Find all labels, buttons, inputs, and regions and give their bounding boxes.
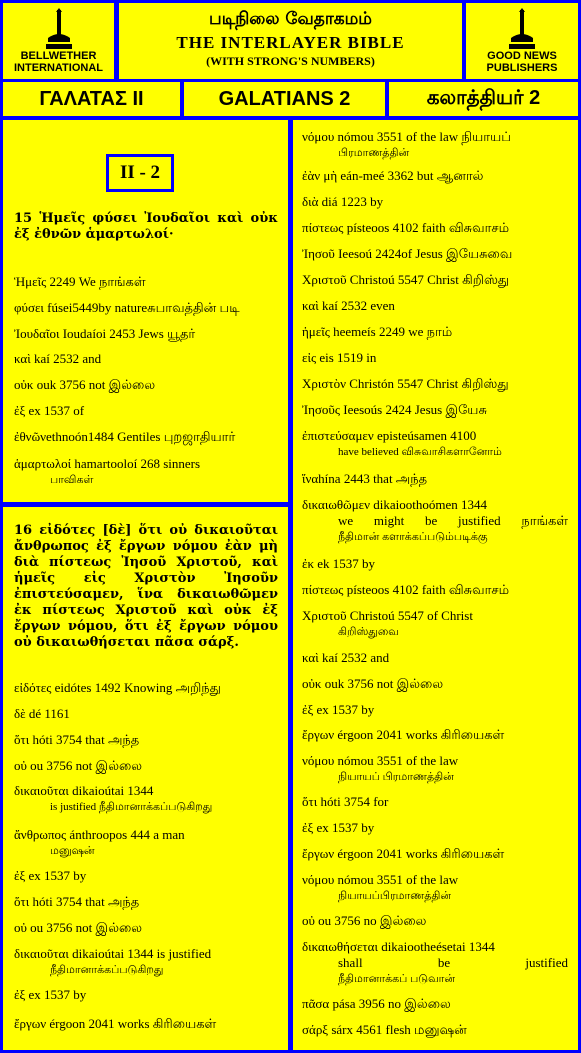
word-entry bbox=[14, 868, 278, 884]
subtitle: (WITH STRONG'S NUMBERS) bbox=[206, 54, 375, 68]
word-entry bbox=[302, 471, 568, 487]
word-line: καὶ kaí 2532 and bbox=[14, 351, 102, 366]
word-line: νόμου nómou 3551 of the law நியாயப் bbox=[302, 129, 511, 144]
word-entry bbox=[302, 428, 568, 460]
word-line: ἐξ ex 1537 by bbox=[302, 702, 375, 717]
word-line: ἔργων érgoon 2041 works கிரியைகள் bbox=[14, 1016, 217, 1031]
word-line: νόμου nómou 3551 of the law bbox=[302, 753, 459, 768]
word-entry bbox=[14, 326, 278, 342]
word-line: οὐ ou 3756 not இல்லை bbox=[14, 758, 143, 773]
word-entry bbox=[302, 794, 568, 810]
word-gloss: நீதிமானாக்கப் படுவான் bbox=[338, 973, 456, 985]
book-tamil: கலாத்தியர் 2 bbox=[389, 82, 578, 116]
word-line: σάρξ sárx 4561 flesh மனுஷன் bbox=[302, 1022, 467, 1037]
word-entry bbox=[14, 732, 278, 748]
word-entry bbox=[302, 608, 568, 640]
word-entry bbox=[302, 846, 568, 862]
word-entry bbox=[302, 650, 568, 666]
word-line: ἐξ ex 1537 by bbox=[14, 987, 87, 1002]
word-entry bbox=[302, 939, 568, 987]
word-line: ὅτι hóti 3754 that அந்த bbox=[14, 732, 140, 747]
word-line: Χριστὸν Christón 5547 Christ கிறிஸ்து bbox=[302, 376, 509, 391]
word-entry bbox=[302, 220, 568, 236]
word-line: Ἰησοῦ Ieesoú 2424of Jesus இயேசுவை bbox=[302, 246, 513, 261]
word-entry bbox=[14, 456, 278, 488]
word-line: πίστεως písteoos 4102 faith விசுவாசம் bbox=[302, 220, 510, 235]
word-gloss: பிரமாணத்தின் bbox=[338, 147, 410, 159]
word-line: καὶ kaí 2532 even bbox=[302, 298, 395, 313]
word-gloss: we might be justified நாங்கள் bbox=[338, 513, 568, 528]
word-line: ἐξ ex 1537 by bbox=[14, 868, 87, 883]
word-line: Ἡμεῖς 2249 We நாங்கள் bbox=[14, 274, 146, 289]
word-entry bbox=[14, 403, 278, 419]
word-gloss: நியாயப்பிரமாணத்தின் bbox=[338, 890, 452, 902]
word-line: ἁμαρτωλοί hamartooloí 268 sinners bbox=[14, 456, 201, 471]
word-line: δικαιωθήσεται dikaiootheésetai 1344 bbox=[302, 939, 495, 954]
monument-icon bbox=[44, 8, 74, 50]
word-entry bbox=[302, 727, 568, 743]
word-line: οὐκ ouk 3756 not இல்லை bbox=[14, 377, 156, 392]
bellwether-logo bbox=[3, 3, 114, 79]
word-line: ἡμεῖς heemeís 2249 we நாம் bbox=[302, 324, 453, 339]
word-line: διὰ diá 1223 by bbox=[302, 194, 384, 209]
word-entry bbox=[302, 582, 568, 598]
word-entry bbox=[14, 706, 278, 722]
word-line: ὅτι hóti 3754 for bbox=[302, 794, 389, 809]
word-entry bbox=[302, 324, 568, 340]
bellwether-logo-text: BELLWETHER INTERNATIONAL bbox=[13, 50, 103, 74]
word-line: δὲ dé 1161 bbox=[14, 706, 70, 721]
word-gloss: நியாயப் பிரமாணத்தின் bbox=[338, 771, 454, 783]
word-line: ἄνθρωπος ánthroopos 444 a man bbox=[14, 827, 185, 842]
word-line: φύσει fúsei5449by natureசுபாவத்தின் படி bbox=[14, 300, 240, 315]
word-line: εἰς eis 1519 in bbox=[302, 350, 377, 365]
word-entry bbox=[302, 1022, 568, 1038]
word-gloss: நீதிமானாக்கப்படுகிறது bbox=[50, 964, 164, 976]
word-line: ἐξ ex 1537 by bbox=[302, 820, 375, 835]
title-block bbox=[119, 3, 462, 79]
word-entry bbox=[14, 377, 278, 393]
word-line: Ἰησοῦς Ieesoús 2424 Jesus இயேசு bbox=[302, 402, 487, 417]
word-line: ἵναhína 2443 that அந்த bbox=[302, 471, 428, 486]
word-gloss: shall be justified bbox=[338, 955, 568, 970]
word-entry bbox=[14, 1016, 278, 1032]
word-entry bbox=[14, 920, 278, 936]
word-entry bbox=[302, 376, 568, 392]
word-entry bbox=[302, 402, 568, 418]
word-line: ἐὰν μὴ eán-meé 3362 but ஆனால் bbox=[302, 168, 484, 183]
word-entry bbox=[302, 753, 568, 785]
word-entry bbox=[14, 300, 278, 316]
word-entry bbox=[14, 274, 278, 290]
word-line: δικαιοῦται dikaioútai 1344 bbox=[14, 783, 154, 798]
word-line: Χριστοῦ Christoú 5547 of Christ bbox=[302, 608, 473, 623]
word-line: ἐπιστεύσαμεν episteúsamen 4100 bbox=[302, 428, 477, 443]
word-line: πίστεως písteoos 4102 faith விசுவாசம் bbox=[302, 582, 510, 597]
word-line: ἐθνῶνethnoón1484 Gentiles புறஜாதியார் bbox=[14, 429, 236, 444]
word-line: ἐκ ek 1537 by bbox=[302, 556, 376, 571]
word-line: ἐξ ex 1537 of bbox=[14, 403, 85, 418]
word-gloss: மனுஷன் bbox=[50, 845, 95, 857]
word-line: νόμου nómou 3551 of the law bbox=[302, 872, 459, 887]
word-entry bbox=[14, 827, 278, 859]
word-gloss: have believed விசுவாசிகளானோம் bbox=[338, 446, 502, 458]
word-line: Ἰουδαῖοι Ioudaíoi 2453 Jews யூதர் bbox=[14, 326, 196, 341]
title-tamil: படிநிலை வேதாகமம் bbox=[209, 9, 372, 29]
word-entry bbox=[302, 872, 568, 904]
word-entry bbox=[14, 946, 278, 978]
word-entry bbox=[302, 246, 568, 262]
word-line: εἰδότες eidótes 1492 Knowing அறிந்து bbox=[14, 680, 221, 695]
word-entry bbox=[14, 987, 278, 1003]
word-line: οὐκ ouk 3756 not இல்லை bbox=[302, 676, 444, 691]
book-greek: ΓΑΛΑΤΑΣ ΙΙ bbox=[3, 82, 180, 116]
word-entry bbox=[302, 913, 568, 929]
verse-15-text: 15 Ἡμεῖς φύσει Ἰουδαῖοι καὶ οὐκ ἐξ ἐθνῶν ἁμαρτωλοί· bbox=[14, 211, 278, 242]
word-entry bbox=[14, 894, 278, 910]
word-gloss: நீதிமான் களாக்கப்படும்படிக்கு bbox=[338, 531, 488, 543]
word-entry bbox=[14, 429, 278, 445]
word-entry bbox=[302, 350, 568, 366]
word-entry bbox=[14, 680, 278, 696]
title-english: THE INTERLAYER BIBLE bbox=[176, 33, 405, 52]
verse-16-text: 16 εἰδότες [δὲ] ὅτι οὐ δικαιοῦται ἄνθρωπος ἐξ ἔργων νόμου ἐὰν μὴ διὰ πίστεως Ἰησοῦ Χριστοῦ, καὶ ἡμεῖς εἰς Χριστὸν Ἰησοῦν ἐπιστεύσαμεν, ἵνα δικαιωθῶμεν ἐκ πίστεως Χριστοῦ καὶ οὐκ ἐξ ἔργων νόμου, ὅτι ἐξ ἔργων νόμου οὐ δικαιωθήσεται πᾶσα σάρξ. bbox=[14, 523, 278, 650]
book-english: GALATIANS 2 bbox=[184, 82, 385, 116]
word-entry bbox=[302, 676, 568, 692]
word-gloss: is justified நீதிமானாக்கப்படுகிறது bbox=[50, 801, 213, 813]
word-entry bbox=[302, 820, 568, 836]
word-entry bbox=[14, 758, 278, 774]
word-entry bbox=[14, 351, 278, 367]
word-line: ἔργων érgoon 2041 works கிரியைகள் bbox=[302, 846, 505, 861]
word-line: ἔργων érgoon 2041 works கிரியைகள் bbox=[302, 727, 505, 742]
word-line: Χριστοῦ Christoú 5547 Christ கிறிஸ்து bbox=[302, 272, 510, 287]
word-entry bbox=[14, 783, 278, 815]
word-line: δικαιοῦται dikaioútai 1344 is justified bbox=[14, 946, 212, 961]
word-entry bbox=[302, 996, 568, 1012]
word-line: ὅτι hóti 3754 that அந்த bbox=[14, 894, 140, 909]
monument-icon bbox=[507, 8, 537, 50]
word-entry bbox=[302, 168, 568, 184]
word-line: οὐ ou 3756 not இல்லை bbox=[14, 920, 143, 935]
chapter-label: II - 2 bbox=[106, 154, 174, 192]
word-entry bbox=[302, 702, 568, 718]
word-line: καὶ kaí 2532 and bbox=[302, 650, 390, 665]
word-entry bbox=[302, 272, 568, 288]
word-line: δικαιωθῶμεν dikaioothoómen 1344 bbox=[302, 497, 488, 512]
word-entry bbox=[302, 556, 568, 572]
word-entry bbox=[302, 497, 568, 545]
word-entry bbox=[302, 129, 568, 161]
word-entry bbox=[302, 194, 568, 210]
good-news-logo bbox=[466, 3, 578, 79]
good-news-logo-text: GOOD NEWS PUBLISHERS bbox=[486, 50, 558, 74]
word-line: οὐ ou 3756 no இல்லை bbox=[302, 913, 427, 928]
word-gloss: கிறிஸ்துவை bbox=[338, 626, 399, 638]
word-gloss: பாவிகள் bbox=[50, 474, 94, 486]
word-entry bbox=[302, 298, 568, 314]
word-line: πᾶσα pása 3956 no இல்லை bbox=[302, 996, 451, 1011]
